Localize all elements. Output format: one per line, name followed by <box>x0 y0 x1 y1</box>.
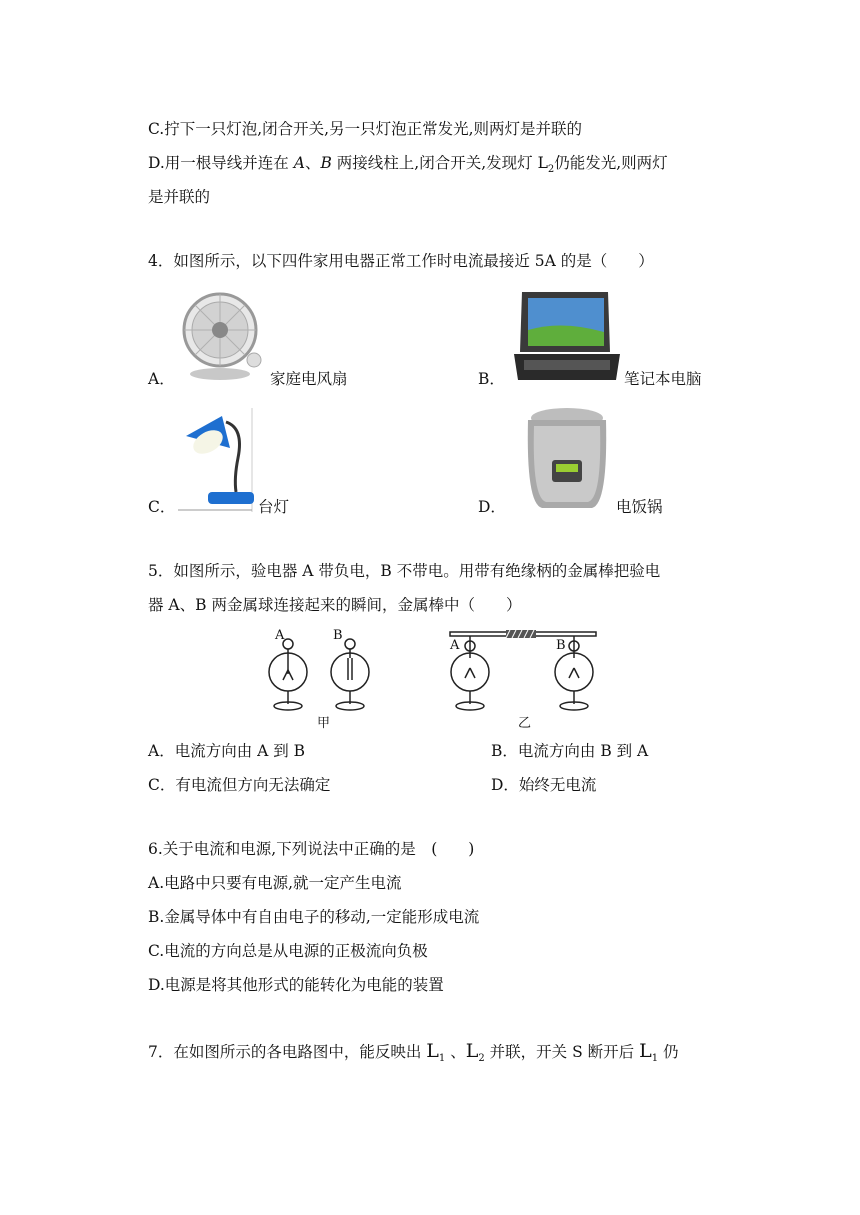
q6-stem: 6.关于电流和电源,下列说法中正确的是 ( ) <box>148 840 475 858</box>
electroscope-b-label: B <box>333 628 343 643</box>
fan-image <box>176 286 268 384</box>
q4-option-c-caption: 台灯 <box>258 498 290 516</box>
q4-option-a-letter: A． <box>148 370 175 388</box>
lamp-l1-sub: 1 <box>438 1053 446 1065</box>
q3-option-d <box>148 152 668 181</box>
lamp-l1: L <box>426 1040 439 1062</box>
q5-stem-line2: 器 A、B 两金属球连接起来的瞬间，金属棒中（ ） <box>148 596 522 614</box>
q6-option-b: B.金属导体中有自由电子的移动,一定能形成电流 <box>148 908 480 926</box>
q3-option-c: C.拧下一只灯泡,闭合开关,另一只灯泡正常发光,则两灯是并联的 <box>148 120 583 138</box>
lamp-l2: L <box>465 1040 479 1062</box>
electroscope-b-label-right: B <box>556 638 566 653</box>
q4-option-b-caption: 笔记本电脑 <box>624 370 702 388</box>
desk-lamp-image <box>178 408 256 512</box>
q4-option-b-letter: B． <box>478 370 505 388</box>
figure-yi-caption: 乙 <box>518 716 532 731</box>
terminal-a: A <box>293 154 305 172</box>
rice-cooker-image <box>520 404 614 514</box>
q4-option-c-letter: C． <box>148 498 176 516</box>
q6-option-a: A.电路中只要有电源,就一定产生电流 <box>148 874 402 892</box>
q7-text3: 仍 <box>658 1043 679 1061</box>
laptop-image <box>512 290 622 382</box>
q4-option-a-caption: 家庭电风扇 <box>270 370 348 388</box>
q7-sep: 、 <box>445 1043 466 1061</box>
q7-stem <box>148 1040 679 1070</box>
q3-subscript: 2 <box>547 164 555 176</box>
electroscope-a-label-right: A <box>450 638 460 653</box>
q3-option-d-text: D.用一根导线并连在 <box>148 154 289 172</box>
q3-option-d-text3: 仍能发光,则两灯 <box>554 154 668 172</box>
figure-jia-caption: 甲 <box>317 716 331 731</box>
q4-stem: 4．如图所示，以下四件家用电器正常工作时电流最接近 5A 的是（ ） <box>148 252 654 270</box>
q5-stem-line1: 5．如图所示，验电器 A 带负电，B 不带电。用带有绝缘柄的金属棒把验电 <box>148 562 661 580</box>
electroscope-a-label: A <box>275 628 285 643</box>
terminal-b: B <box>320 154 332 172</box>
q3-option-d-text2: 两接线柱上,闭合开关,发现灯 L <box>331 154 548 172</box>
q5-option-b: B．电流方向由 B 到 A <box>491 742 649 760</box>
q4-option-d-caption: 电饭锅 <box>616 498 663 516</box>
electroscope-figure-right <box>448 624 598 712</box>
q6-option-d: D.电源是将其他形式的能转化为电能的装置 <box>148 976 444 994</box>
q3-option-d-sep: 、 <box>304 154 321 172</box>
q5-option-c: C．有电流但方向无法确定 <box>148 776 331 794</box>
q3-option-d-continued: 是并联的 <box>148 188 211 206</box>
lamp-l2-sub: 2 <box>478 1053 485 1065</box>
lamp-l1-again: L <box>639 1040 652 1062</box>
q6-option-c: C.电流的方向总是从电源的正极流向负极 <box>148 942 428 960</box>
q5-option-d: D．始终无电流 <box>491 776 597 794</box>
q7-text1: 7．在如图所示的各电路图中，能反映出 <box>148 1043 427 1061</box>
lamp-l1-again-sub: 1 <box>651 1053 659 1065</box>
q4-option-d-letter: D． <box>478 498 506 516</box>
q7-text2: 并联，开关 S 断开后 <box>484 1043 640 1061</box>
q5-option-a: A．电流方向由 A 到 B <box>148 742 306 760</box>
